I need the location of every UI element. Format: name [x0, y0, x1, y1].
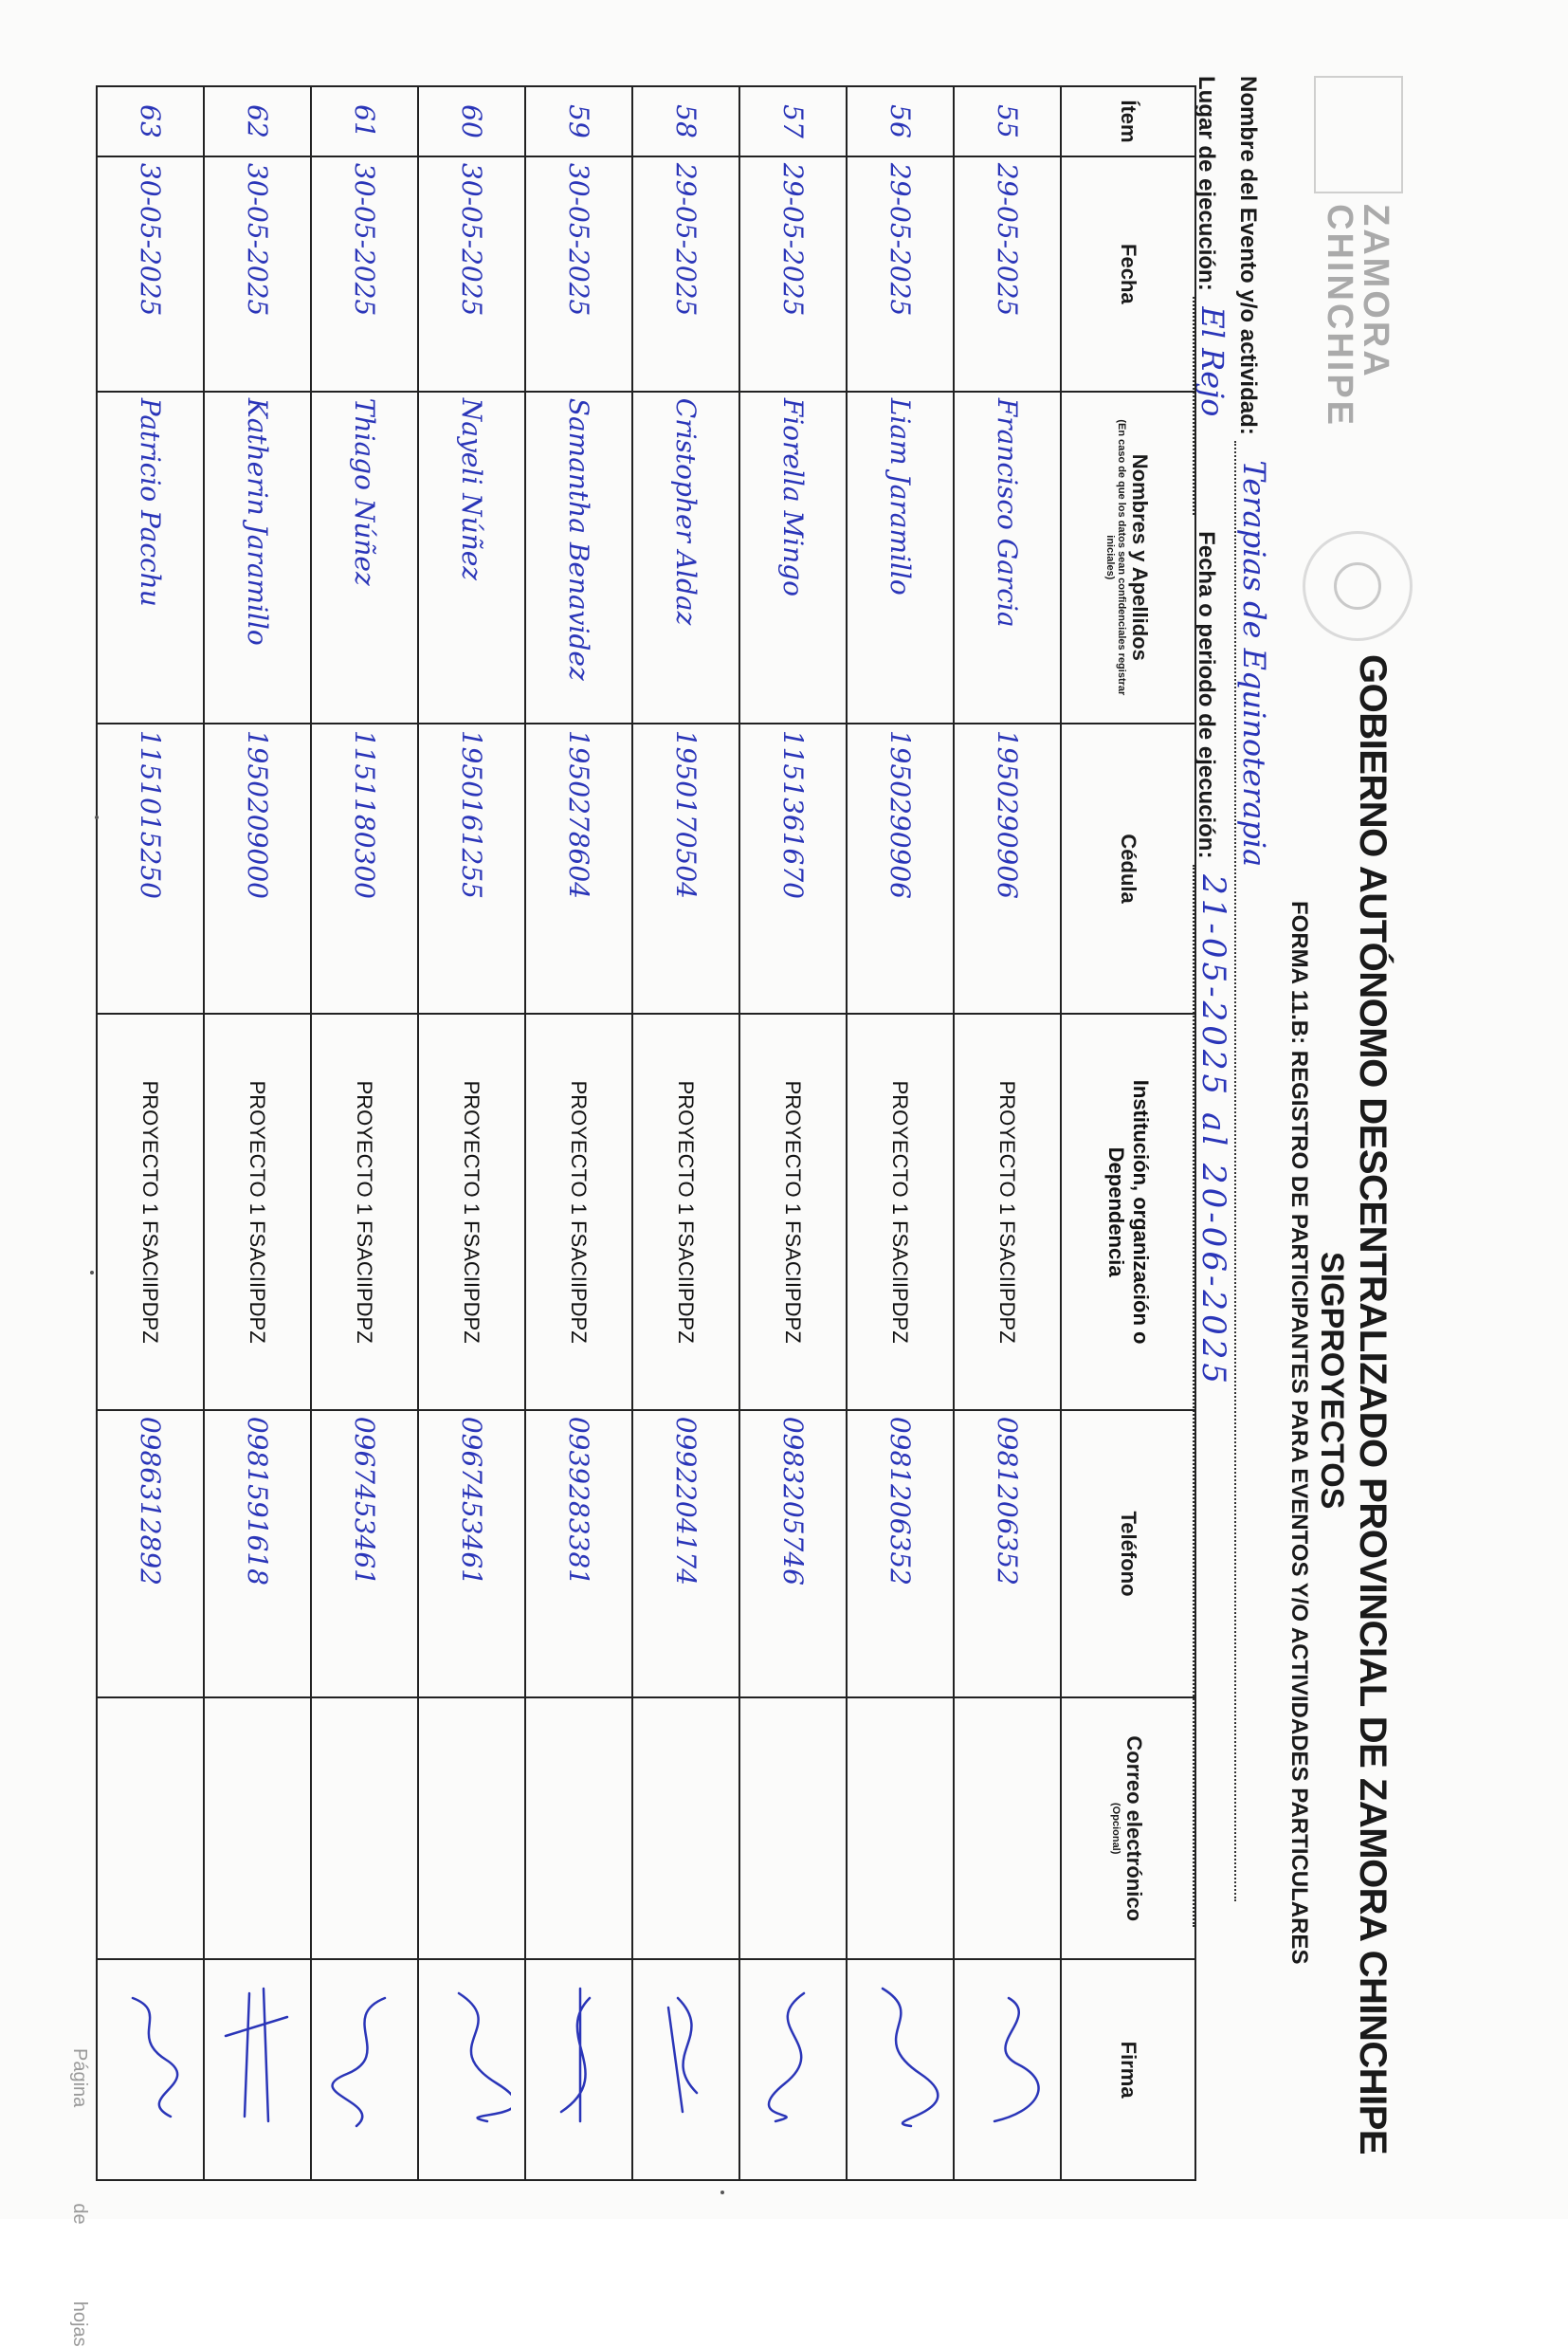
- org-logo: [1314, 76, 1403, 193]
- row-institution: PROYECTO 1 FSACIIPDPZ: [954, 1014, 1061, 1409]
- row-id: 1950290906: [847, 724, 954, 1015]
- row-phone: 0967453461: [418, 1410, 525, 1697]
- table-row: [204, 86, 311, 2180]
- row-date: 29-05-2025: [739, 156, 847, 392]
- signature-mark: [649, 1979, 725, 2131]
- signature-mark: [757, 1979, 832, 2131]
- row-phone: 0981206352: [954, 1410, 1061, 1697]
- table-row: [418, 86, 525, 2180]
- row-id: 1950278604: [525, 724, 632, 1015]
- row-id: 1950170504: [632, 724, 739, 1015]
- header-email: Correo electrónico (Opcional): [1061, 1697, 1195, 1959]
- row-phone: 0986312892: [97, 1410, 204, 1697]
- table-row: [847, 86, 954, 2180]
- row-institution: PROYECTO 1 FSACIIPDPZ: [847, 1014, 954, 1409]
- row-id: 1151180300: [311, 724, 418, 1015]
- event-period-value: 21-05-2025 al 20-06-2025: [1194, 874, 1232, 1387]
- event-period-label: Fecha o periodo de ejecución:: [1194, 531, 1219, 859]
- row-item: 56: [847, 86, 954, 156]
- row-signature: [97, 1959, 204, 2180]
- row-id: 1151361670: [739, 724, 847, 1015]
- header-name: Nombres y Apellidos (En caso de que los datos sean confidenciales registrar iniciales): [1061, 392, 1195, 724]
- row-signature: [739, 1959, 847, 2180]
- scan-speck: [95, 816, 99, 819]
- row-id: 1950290906: [954, 724, 1061, 1015]
- row-date: 29-05-2025: [847, 156, 954, 392]
- row-name: Katherin Jaramillo: [204, 392, 311, 724]
- event-place-field: [1193, 297, 1231, 515]
- row-id: 1950161255: [418, 724, 525, 1015]
- row-date: 30-05-2025: [525, 156, 632, 392]
- row-phone: 0981591618: [204, 1410, 311, 1697]
- rotated-form: [69, 76, 1413, 2347]
- form-title: FORMA 11.B: REGISTRO DE PARTICIPANTES PARA EVENTOS Y/O ACTIVIDADES PARTICULARES: [1286, 901, 1312, 1965]
- row-name: Nayeli Núñez: [418, 392, 525, 724]
- row-name: Patricio Pacchu: [97, 392, 204, 724]
- signature-mark: [114, 1979, 190, 2131]
- row-email: [954, 1697, 1061, 1959]
- event-period-field: [1193, 865, 1232, 1927]
- row-phone: 0981206352: [847, 1410, 954, 1697]
- header-logos: [1280, 76, 1422, 740]
- table-row: [525, 86, 632, 2180]
- signature-mark: [328, 1979, 404, 2131]
- row-date: 29-05-2025: [954, 156, 1061, 392]
- row-email: [311, 1697, 418, 1959]
- page-footer: Página de hojas: [69, 2048, 90, 2347]
- row-phone: 0967453461: [311, 1410, 418, 1697]
- row-name: Liam Jaramillo: [847, 392, 954, 724]
- table-row: [739, 86, 847, 2180]
- row-phone: 0939283381: [525, 1410, 632, 1697]
- row-item: 57: [739, 86, 847, 156]
- header-date: Fecha: [1061, 156, 1195, 392]
- event-place-label: Lugar de ejecución:: [1194, 76, 1219, 291]
- row-item: 62: [204, 86, 311, 156]
- event-place-line: [1193, 76, 1232, 1927]
- event-name-label: Nombre del Evento y/o actividad:: [1235, 76, 1261, 435]
- row-signature: [418, 1959, 525, 2180]
- row-institution: PROYECTO 1 FSACIIPDPZ: [204, 1014, 311, 1409]
- row-email: [525, 1697, 632, 1959]
- header-signature: Firma: [1061, 1959, 1195, 2180]
- scan-speck: [720, 2191, 724, 2194]
- row-institution: PROYECTO 1 FSACIIPDPZ: [739, 1014, 847, 1409]
- signature-mark: [971, 1979, 1047, 2131]
- row-date: 30-05-2025: [311, 156, 418, 392]
- row-item: 60: [418, 86, 525, 156]
- row-item: 59: [525, 86, 632, 156]
- row-id: 1151015250: [97, 724, 204, 1015]
- row-email: [204, 1697, 311, 1959]
- row-date: 30-05-2025: [97, 156, 204, 392]
- signature-mark: [221, 1979, 297, 2131]
- row-email: [632, 1697, 739, 1959]
- page-title: GOBIERNO AUTÓNOMO DESCENTRALIZADO PROVINCIAL DE ZAMORA CHINCHIPE: [1352, 654, 1394, 2155]
- row-name: Cristopher Aldaz: [632, 392, 739, 724]
- row-signature: [847, 1959, 954, 2180]
- row-signature: [525, 1959, 632, 2180]
- row-date: 29-05-2025: [632, 156, 739, 392]
- signature-mark: [864, 1979, 939, 2131]
- table-row: [954, 86, 1061, 2180]
- table-header-row: [1061, 86, 1195, 2180]
- page-subtitle: SIGPROYECTOS: [1314, 1252, 1350, 1510]
- row-email: [739, 1697, 847, 1959]
- event-name-field: [1234, 441, 1272, 1901]
- row-item: 58: [632, 86, 739, 156]
- seal-logo: [1303, 531, 1413, 641]
- row-email: [97, 1697, 204, 1959]
- row-institution: PROYECTO 1 FSACIIPDPZ: [97, 1014, 204, 1409]
- scan-speck: [90, 1271, 94, 1274]
- header-item: Ítem: [1061, 86, 1195, 156]
- row-email: [847, 1697, 954, 1959]
- signature-mark: [542, 1979, 618, 2131]
- row-phone: 0983205746: [739, 1410, 847, 1697]
- row-id: 1950209000: [204, 724, 311, 1015]
- row-institution: PROYECTO 1 FSACIIPDPZ: [525, 1014, 632, 1409]
- row-date: 30-05-2025: [204, 156, 311, 392]
- row-signature: [954, 1959, 1061, 2180]
- row-name: Fiorella Mingo: [739, 392, 847, 724]
- table-row: [97, 86, 204, 2180]
- event-name-line: [1234, 76, 1272, 1901]
- row-name: Thiago Núñez: [311, 392, 418, 724]
- row-email: [418, 1697, 525, 1959]
- event-name-value: Terapias de Equinoterapia: [1236, 460, 1272, 868]
- row-name: Samantha Benavidez: [525, 392, 632, 724]
- row-institution: PROYECTO 1 FSACIIPDPZ: [632, 1014, 739, 1409]
- row-phone: 0992204174: [632, 1410, 739, 1697]
- header-institution: Institución, organización o Dependencia: [1061, 1014, 1195, 1409]
- event-place-value: El Rejo: [1194, 306, 1231, 417]
- row-institution: PROYECTO 1 FSACIIPDPZ: [311, 1014, 418, 1409]
- table-row: [632, 86, 739, 2180]
- header-phone: Teléfono: [1061, 1410, 1195, 1697]
- row-item: 63: [97, 86, 204, 156]
- row-institution: PROYECTO 1 FSACIIPDPZ: [418, 1014, 525, 1409]
- row-signature: [632, 1959, 739, 2180]
- row-item: 61: [311, 86, 418, 156]
- header-id: Cédula: [1061, 724, 1195, 1015]
- row-date: 30-05-2025: [418, 156, 525, 392]
- row-signature: [311, 1959, 418, 2180]
- participants-table: [96, 85, 1196, 2181]
- org-logo-text: ZAMORA CHINCHIPE: [1320, 204, 1395, 429]
- row-name: Francisco Garcia: [954, 392, 1061, 724]
- signature-mark: [435, 1979, 511, 2131]
- table-row: [311, 86, 418, 2180]
- row-signature: [204, 1959, 311, 2180]
- row-item: 55: [954, 86, 1061, 156]
